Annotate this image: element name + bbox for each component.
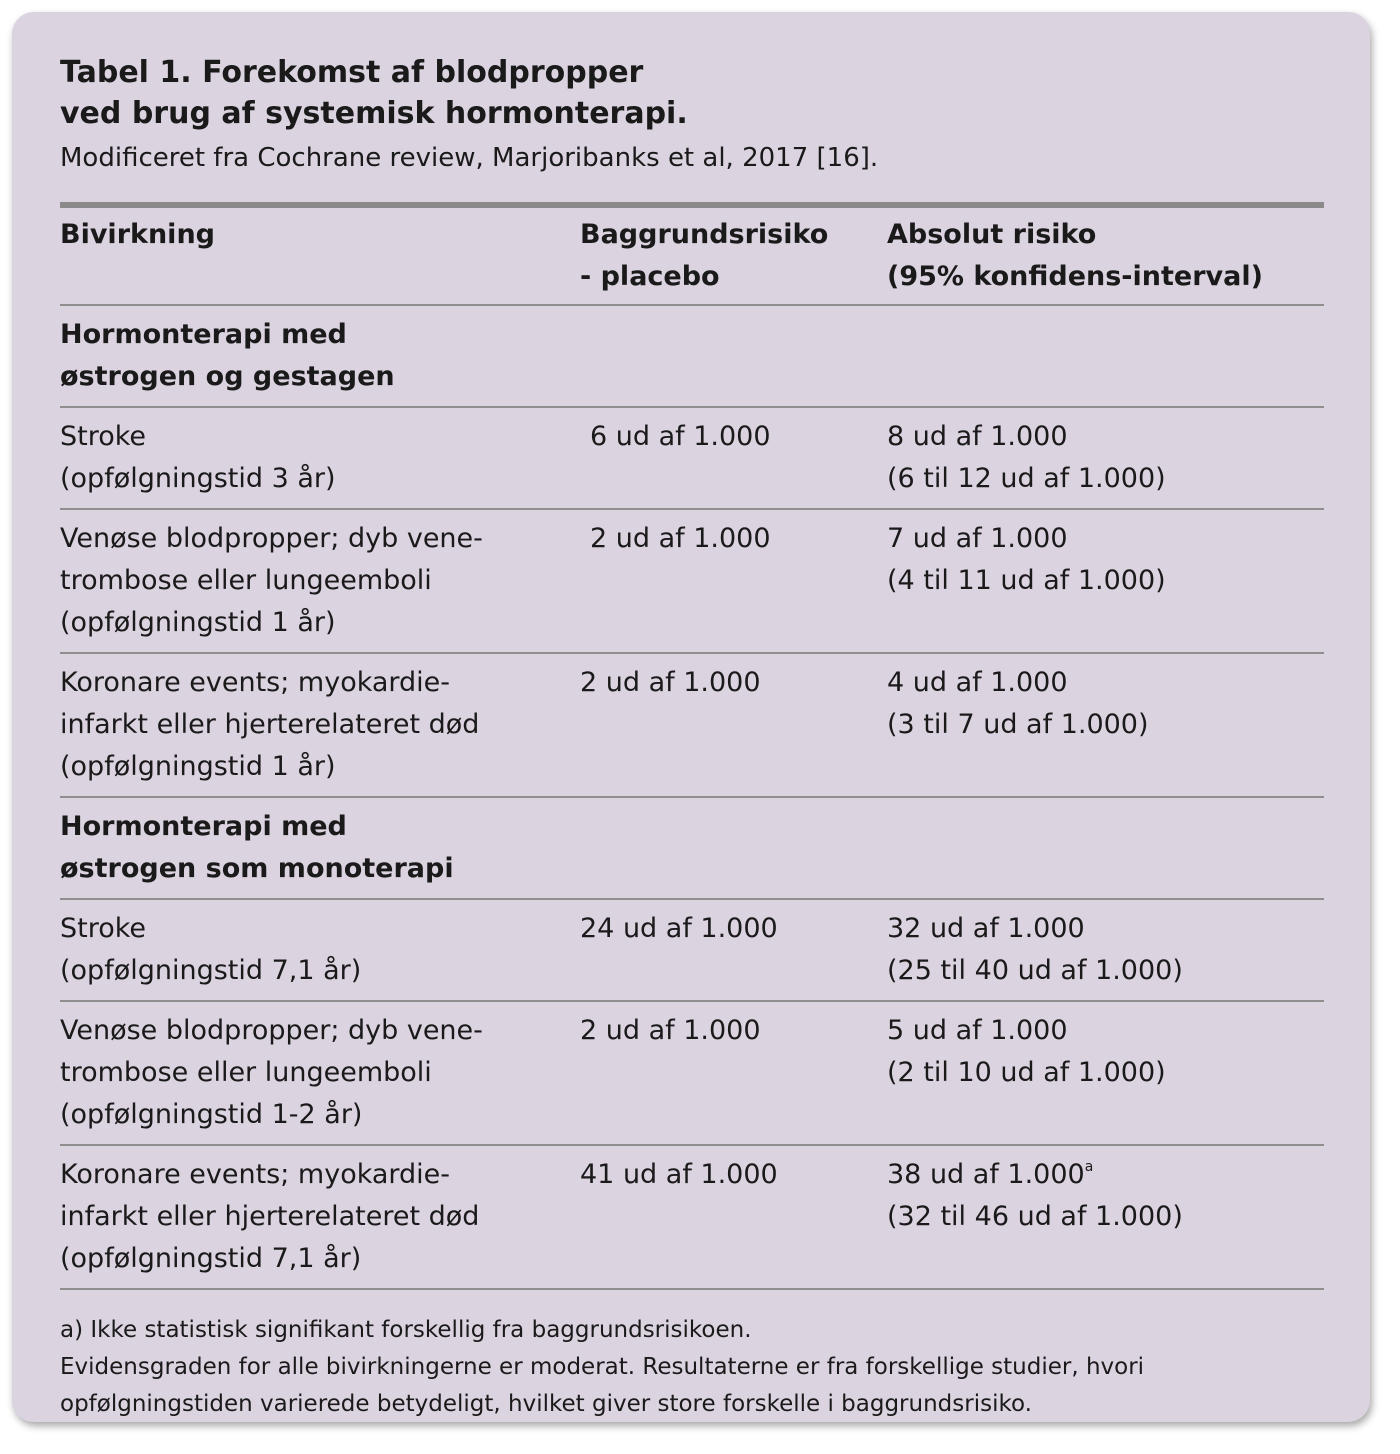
cell-baseline: 24 ud af 1.000 xyxy=(580,913,778,944)
cell-baseline: 6 ud af 1.000 xyxy=(590,421,771,452)
confidence-interval: (32 til 46 ud af 1.000) xyxy=(887,1201,1183,1232)
cell-baseline: 2 ud af 1.000 xyxy=(580,1015,761,1046)
table-subtitle: Modificeret fra Cochrane review, Marjoribanks et al, 2017 [16]. xyxy=(60,143,879,173)
confidence-interval: (6 til 12 ud af 1.000) xyxy=(887,463,1166,494)
absolute-value: 8 ud af 1.000 xyxy=(887,421,1068,452)
cell-effect: Stroke (opfølgningstid 7,1 år) xyxy=(60,913,362,986)
table-row xyxy=(60,408,1324,510)
header-baggrundsrisiko: Baggrundsrisiko - placebo xyxy=(580,219,829,292)
table-row xyxy=(60,510,1324,654)
section-heading xyxy=(60,798,1324,900)
table-row xyxy=(60,1002,1324,1146)
absolute-value: 5 ud af 1.000 xyxy=(887,1015,1068,1046)
cell-effect: Venøse blodpropper; dyb vene- trombose eller lungeemboli (opfølgningstid 1 år) xyxy=(60,523,483,638)
card-content xyxy=(60,52,1324,1423)
table-header-row xyxy=(60,208,1324,306)
absolute-value: 7 ud af 1.000 xyxy=(887,523,1068,554)
cell-absolute xyxy=(887,662,1324,788)
confidence-interval: (25 til 40 ud af 1.000) xyxy=(887,955,1183,986)
footnote-marker: a xyxy=(1084,1159,1094,1175)
cell-effect: Koronare events; myokardie- infarkt eller hjerterelateret død (opfølgningstid 7,1 år) xyxy=(60,1159,480,1274)
cell-effect: Stroke (opfølgningstid 3 år) xyxy=(60,421,336,494)
footnote-a: a) Ikke statistisk signifikant forskellig fra baggrundsrisikoen. xyxy=(60,1317,752,1343)
evidence-note: Evidensgraden for alle bivirkningerne er moderat. Resultaterne er fra forskellige studier, hvori opfølgningstiden varierede betydeligt, hvilket giver store forskelle i baggrundsrisiko. xyxy=(60,1354,1145,1417)
confidence-interval: (4 til 11 ud af 1.000) xyxy=(887,565,1166,596)
table-card xyxy=(12,12,1370,1422)
cell-absolute xyxy=(887,416,1324,500)
cell-absolute xyxy=(887,518,1324,644)
cell-effect: Venøse blodpropper; dyb vene- trombose eller lungeemboli (opfølgningstid 1-2 år) xyxy=(60,1015,483,1130)
cell-absolute xyxy=(887,1154,1324,1280)
header-absolut-risiko: Absolut risiko (95% konfidens-interval) xyxy=(887,219,1263,292)
cell-effect: Koronare events; myokardie- infarkt eller hjerterelateret død (opfølgningstid 1 år) xyxy=(60,667,480,782)
section-title: Hormonterapi med østrogen som monoterapi xyxy=(60,811,454,884)
cell-absolute xyxy=(887,1010,1324,1136)
cell-absolute xyxy=(887,908,1324,992)
header-bivirkning: Bivirkning xyxy=(60,219,215,250)
absolute-value: 4 ud af 1.000 xyxy=(887,667,1068,698)
section-title: Hormonterapi med østrogen og gestagen xyxy=(60,319,395,392)
section-heading xyxy=(60,306,1324,408)
table-row xyxy=(60,654,1324,798)
confidence-interval: (3 til 7 ud af 1.000) xyxy=(887,709,1149,740)
cell-baseline: 2 ud af 1.000 xyxy=(590,523,771,554)
table-row xyxy=(60,900,1324,1002)
absolute-value: 32 ud af 1.000 xyxy=(887,913,1085,944)
confidence-interval: (2 til 10 ud af 1.000) xyxy=(887,1057,1166,1088)
table-title: Tabel 1. Forekomst af blodpropper ved brug af systemisk hormonterapi. xyxy=(60,55,688,131)
cell-baseline: 41 ud af 1.000 xyxy=(580,1159,778,1190)
table-row xyxy=(60,1146,1324,1290)
cell-baseline: 2 ud af 1.000 xyxy=(580,667,761,698)
table-notes xyxy=(60,1312,1324,1423)
absolute-value: 38 ud af 1.000 xyxy=(887,1159,1085,1190)
